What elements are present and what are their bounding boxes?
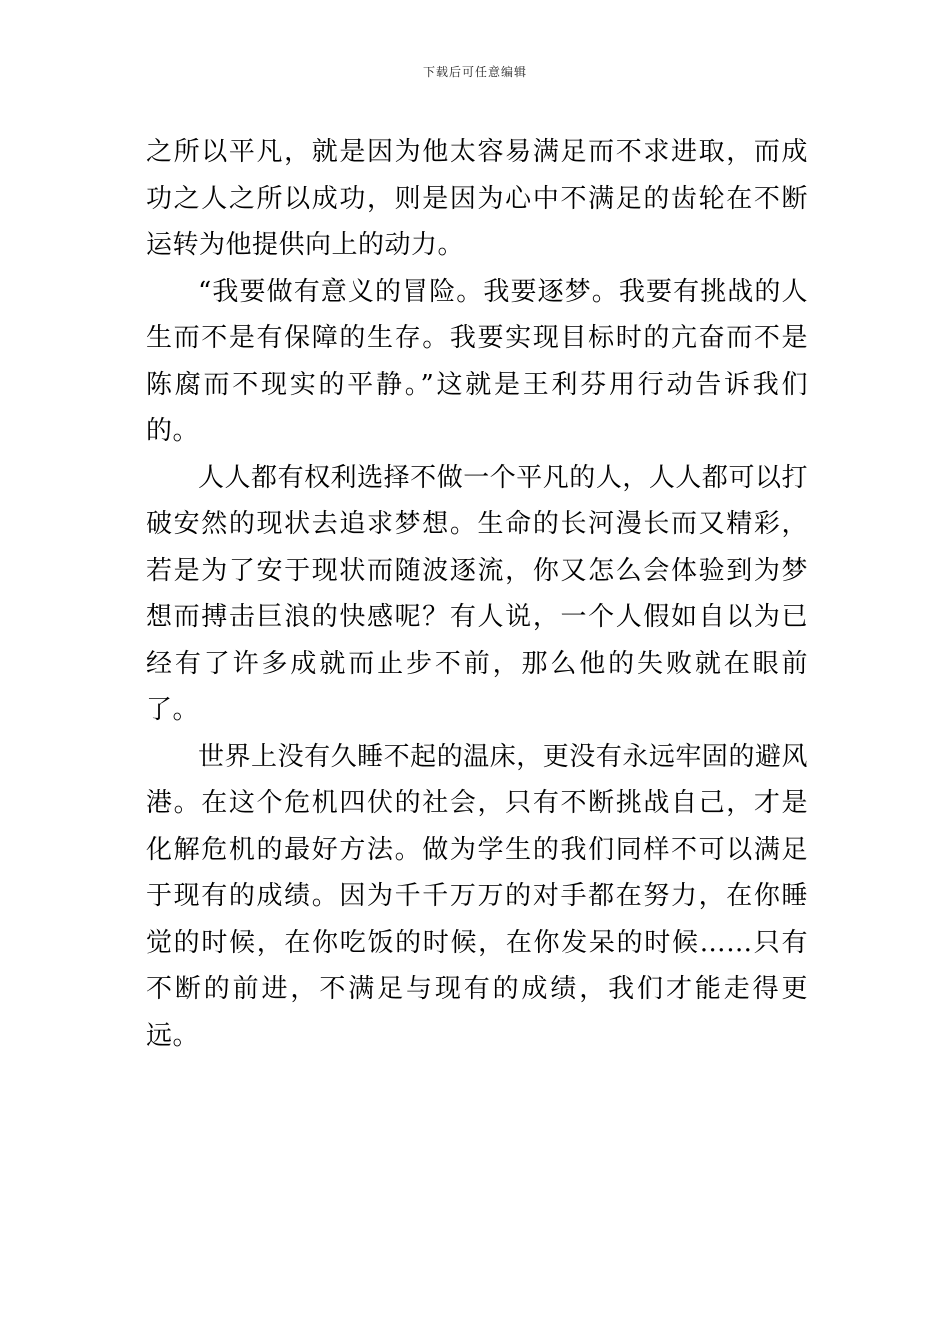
paragraph-3: 人人都有权利选择不做一个平凡的人，人人都可以打破安然的现状去追求梦想。生命的长河漫长而又精彩，若是为了安于现状而随波逐流，你又怎么会体验到为梦想而搏击巨浪的快感呢？有人说，一个人假如自以为已经有了许多成就而止步不前，那么他的失败就在眼前了。 bbox=[146, 462, 808, 725]
document-body bbox=[146, 129, 808, 1059]
header-note: 下载后可任意编辑 bbox=[422, 65, 527, 79]
paragraph-1: 之所以平凡，就是因为他太容易满足而不求进取，而成功之人之所以成功，则是因为心中不满足的齿轮在不断运转为他提供向上的动力。 bbox=[146, 137, 808, 260]
paragraph-4: 世界上没有久睡不起的温床，更没有永远牢固的避风港。在这个危机四伏的社会，只有不断挑战自己，才是化解危机的最好方法。做为学生的我们同样不可以满足于现有的成绩。因为千千万万的对手都在努力，在你睡觉的时候，在你吃饭的时候，在你发呆的时候……只有不断的前进，不满足与现有的成绩，我们才能走得更远。 bbox=[146, 741, 808, 1051]
paragraph-2: “我要做有意义的冒险。我要逐梦。我要有挑战的人生而不是有保障的生存。我要实现目标时的亢奋而不是陈腐而不现实的平静。”这就是王利芬用行动告诉我们的。 bbox=[146, 276, 808, 446]
